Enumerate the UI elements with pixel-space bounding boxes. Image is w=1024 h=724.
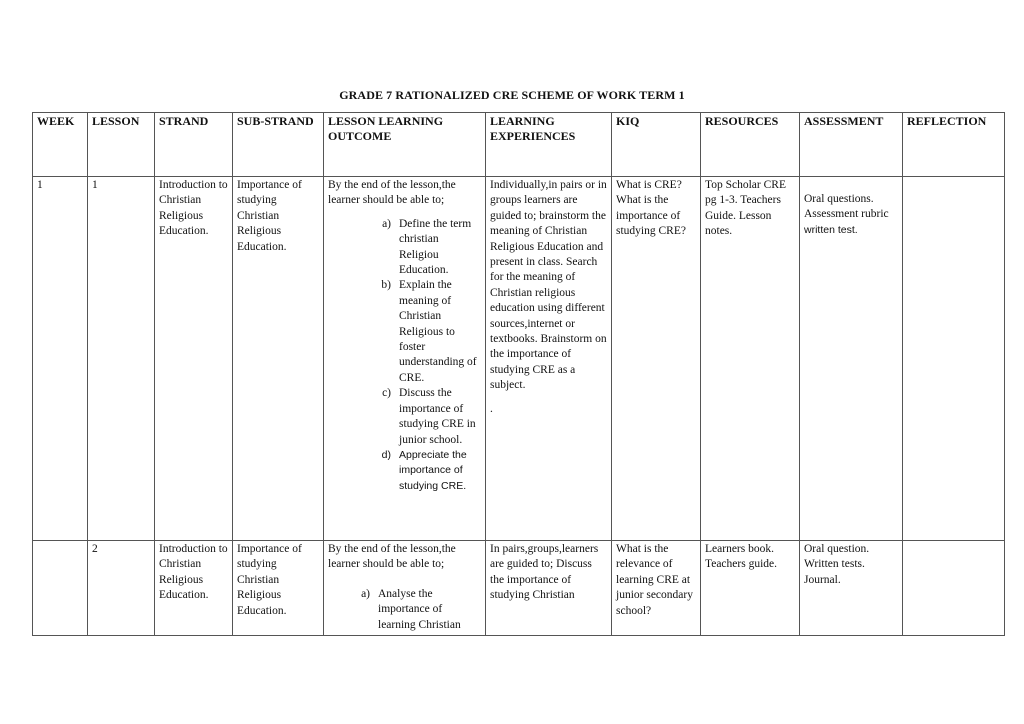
reflection-cell (903, 177, 1005, 541)
outcome-list (328, 587, 481, 633)
outcome-cell (324, 177, 486, 541)
header-week: WEEK (33, 113, 88, 177)
header-assessment: ASSESSMENT (800, 113, 903, 177)
outcome-cell (324, 541, 486, 636)
header-reflection: REFLECTION (903, 113, 1005, 177)
header-resources: RESOURCES (701, 113, 800, 177)
table-row (33, 177, 1005, 541)
outcome-item (328, 587, 481, 633)
header-outcome: LESSON LEARNING OUTCOME (324, 113, 486, 177)
outcome-text: Analyse the importance of learning Christian (378, 587, 461, 631)
assessment-cell (800, 177, 903, 541)
outcome-item (328, 217, 481, 279)
scheme-of-work-table (32, 112, 1005, 636)
lesson-cell: 2 (88, 541, 155, 636)
outcome-marker: a) (382, 217, 391, 230)
outcome-item (328, 278, 481, 386)
header-strand: STRAND (155, 113, 233, 177)
outcome-item (328, 386, 481, 448)
outcome-marker: d) (381, 448, 391, 461)
reflection-cell (903, 541, 1005, 636)
kiq-cell (612, 177, 701, 541)
outcome-intro: By the end of the lesson,the learner should be able to; (328, 543, 456, 571)
table-row (33, 541, 1005, 636)
assessment-cell: Oral question. Written tests. Journal. (800, 541, 903, 636)
experiences-cell (486, 177, 612, 541)
lesson-cell: 1 (88, 177, 155, 541)
outcome-marker: a) (361, 587, 370, 600)
resources-cell: Learners book. Teachers guide. (701, 541, 800, 636)
outcome-item (328, 448, 481, 494)
kiq-question: What is the importance of studying CRE? (616, 194, 686, 238)
experiences-text: Individually,in pairs or in groups learners are guided to; brainstorm the meaning of Christian Religious Education and present in class. Search for the meaning of Christian religious education using different sources,internet or textbooks. Brainstorm on the importance of studying CRE as a subject. (490, 179, 607, 392)
outcome-text: Appreciate the importance of studying CRE. (399, 448, 467, 492)
outcome-intro: By the end of the lesson,the learner should be able to; (328, 179, 456, 207)
assessment-item: written test. (804, 223, 858, 236)
strand-cell: Introduction to Christian Religious Education. (155, 177, 233, 541)
experiences-dot: . (490, 402, 493, 415)
outcome-text: Define the term christian Religiou Education. (399, 217, 472, 277)
week-cell: 1 (33, 177, 88, 541)
experiences-cell: In pairs,groups,learners are guided to; Discuss the importance of studying Christian (486, 541, 612, 636)
outcome-text: Explain the meaning of Christian Religious to foster understanding of CRE. (399, 279, 477, 384)
kiq-cell: What is the relevance of learning CRE at junior secondary school? (612, 541, 701, 636)
outcome-marker: b) (381, 279, 391, 292)
kiq-question: What is CRE? (616, 179, 682, 191)
week-cell (33, 541, 88, 636)
resources-cell: Top Scholar CRE pg 1-3. Teachers Guide. Lesson notes. (701, 177, 800, 541)
outcome-marker: c) (382, 387, 391, 400)
header-sub-strand: SUB-STRAND (233, 113, 324, 177)
header-row (33, 113, 1005, 177)
header-lesson: LESSON (88, 113, 155, 177)
document-title: GRADE 7 RATIONALIZED CRE SCHEME OF WORK TERM 1 (339, 88, 685, 102)
sub-strand-cell: Importance of studying Christian Religious Education. (233, 541, 324, 636)
sub-strand-cell: Importance of studying Christian Religious Education. (233, 177, 324, 541)
outcome-text: Discuss the importance of studying CRE in junior school. (399, 387, 476, 446)
assessment-item: Oral questions. (804, 193, 874, 205)
header-experiences: LEARNING EXPERIENCES (486, 113, 612, 177)
strand-cell: Introduction to Christian Religious Education. (155, 541, 233, 636)
assessment-item: Assessment rubric (804, 208, 889, 221)
outcome-list (328, 217, 481, 494)
header-kiq: KIQ (612, 113, 701, 177)
